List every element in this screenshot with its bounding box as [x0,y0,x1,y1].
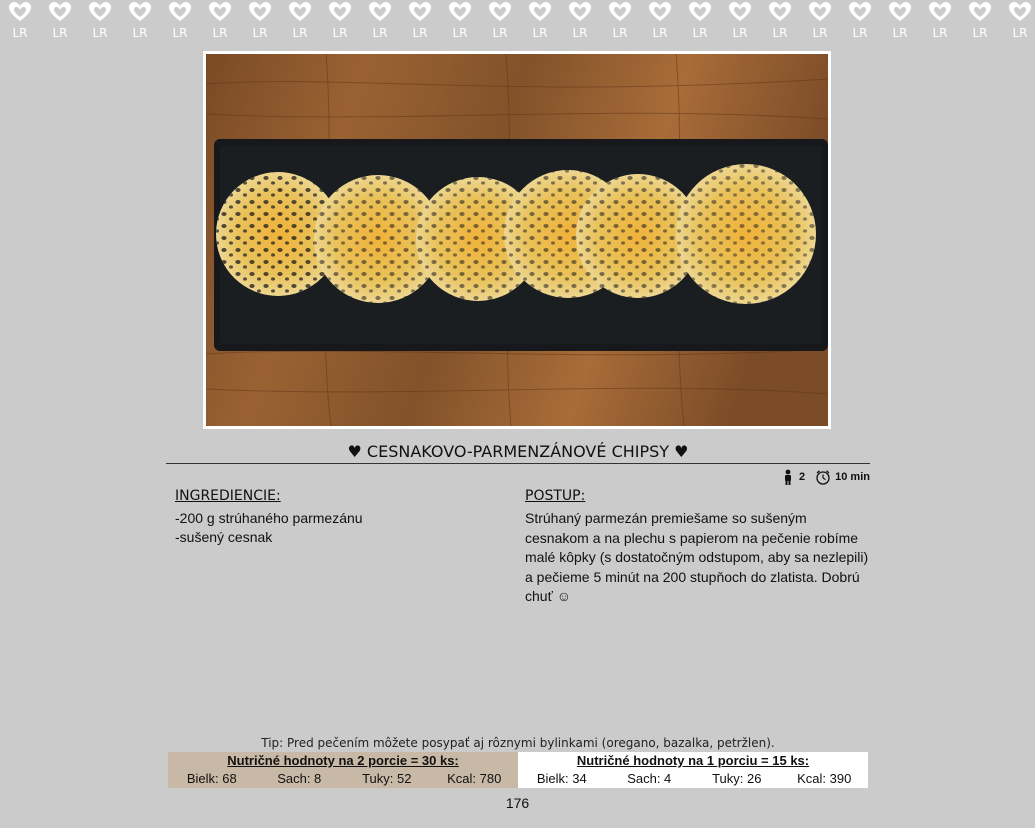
heart-emblem-icon [688,1,712,23]
heart-emblem-icon [288,1,312,23]
brand-text: LR [212,26,228,40]
banner-motif [320,0,360,46]
ingredients-heading: INGREDIENCIE: [175,488,281,504]
heart-emblem-icon [1008,1,1032,23]
nutrition-fat: Tuky: 52 [362,771,412,786]
banner-motif [880,0,920,46]
banner-motif [840,0,880,46]
recipe-title: ♥ CESNAKOVO-PARMENZÁNOVÉ CHIPSY ♥ [166,440,870,464]
brand-text: LR [252,26,268,40]
heart-emblem-icon [568,1,592,23]
brand-text: LR [652,26,668,40]
page-number: 176 [505,795,530,811]
banner-motif [0,0,40,46]
brand-text: LR [612,26,628,40]
banner-motif [1000,0,1035,46]
banner-motif [360,0,400,46]
nutrition-per-1-portion [518,752,868,788]
ingredient-item: -sušený cesnak [175,529,273,545]
ingredients-heading-text: INGREDIENCIE [175,488,277,504]
procedure-text: Strúhaný parmezán premiešame so sušeným cesnakom a na plechu s papierom na pečenie robíme malé kôpky (s dostatočným odstupom, aby sa nezlepili) a pečieme 5 minút na 200 stupňoch do zlatista. Dobrú chuť ☺ [525,510,869,604]
heart-emblem-icon [848,1,872,23]
heart-emblem-icon [488,1,512,23]
nutrition-kcal: Kcal: 780 [447,771,502,786]
brand-text: LR [972,26,988,40]
banner-motif [760,0,800,46]
brand-text: LR [772,26,788,40]
brand-text: LR [812,26,828,40]
heart-emblem-icon [808,1,832,23]
nutrition-protein: Bielk: 68 [186,771,237,786]
banner-motif [400,0,440,46]
banner-motif [40,0,80,46]
banner-motif [520,0,560,46]
heart-emblem-icon [168,1,192,23]
alarm-clock-icon [815,469,831,485]
banner-motif [240,0,280,46]
banner-motif [280,0,320,46]
banner-motif [560,0,600,46]
decorative-banner [0,0,1035,46]
brand-text: LR [332,26,348,40]
servings-count: 2 [799,471,806,483]
nutrition-title: Nutričné hodnoty na 1 porciu = 15 ks: [576,753,810,768]
brand-text: LR [492,26,508,40]
heart-emblem-icon [928,1,952,23]
banner-motif [680,0,720,46]
banner-motif [640,0,680,46]
nutrition-protein: Bielk: 34 [536,771,587,786]
brand-text: LR [292,26,308,40]
brand-text: LR [172,26,188,40]
nutrition-carbs: Sach: 8 [277,771,322,786]
heart-emblem-icon [88,1,112,23]
banner-motif [160,0,200,46]
ingredients-list [175,509,495,547]
heart-emblem-icon [608,1,632,23]
person-icon [781,469,795,485]
brand-text: LR [412,26,428,40]
heart-emblem-icon [408,1,432,23]
brand-text: LR [692,26,708,40]
parmesan-chips-photo [206,54,828,426]
heart-emblem-icon [8,1,32,23]
nutrition-title: Nutričné hodnoty na 2 porcie = 30 ks: [227,753,459,768]
brand-text: LR [452,26,468,40]
banner-motif [800,0,840,46]
recipe-meta [780,467,870,487]
brand-text: LR [1012,26,1028,40]
brand-text: LR [892,26,908,40]
brand-text: LR [732,26,748,40]
banner-motif [920,0,960,46]
nutrition-kcal: Kcal: 390 [797,771,852,786]
nutrition-carbs: Sach: 4 [627,771,672,786]
banner-motif [720,0,760,46]
heart-emblem-icon [328,1,352,23]
brand-text: LR [532,26,548,40]
nutrition-per-2-portions [168,752,518,788]
banner-motif [600,0,640,46]
heart-emblem-icon [528,1,552,23]
heart-emblem-icon [968,1,992,23]
procedure-heading: POSTUP: [525,488,586,504]
recipe-tip: Tip: Pred pečením môžete posypať aj rôznymi bylinkami (oregano, bazalka, petržlen). [261,736,775,750]
heart-emblem-icon [368,1,392,23]
nutrition-fat: Tuky: 26 [712,771,762,786]
brand-text: LR [52,26,68,40]
banner-motif [480,0,520,46]
heart-emblem-icon [248,1,272,23]
prep-time: 10 min [835,471,870,483]
ingredient-item: -200 g strúhaného parmezánu [175,510,363,526]
heart-emblem-icon [208,1,232,23]
brand-text: LR [92,26,108,40]
brand-text: LR [932,26,948,40]
heart-emblem-icon [448,1,472,23]
brand-text: LR [12,26,28,40]
recipe-photo [203,51,831,429]
heart-emblem-icon [128,1,152,23]
banner-motif [80,0,120,46]
brand-text: LR [852,26,868,40]
brand-text: LR [572,26,588,40]
heart-emblem-icon [768,1,792,23]
heart-emblem-icon [648,1,672,23]
banner-motif [960,0,1000,46]
banner-motif [200,0,240,46]
heart-emblem-icon [728,1,752,23]
procedure-heading-text: POSTUP [525,488,581,504]
brand-text: LR [372,26,388,40]
heart-emblem-icon [888,1,912,23]
brand-text: LR [132,26,148,40]
banner-motif [120,0,160,46]
heart-emblem-icon [48,1,72,23]
banner-motif [440,0,480,46]
